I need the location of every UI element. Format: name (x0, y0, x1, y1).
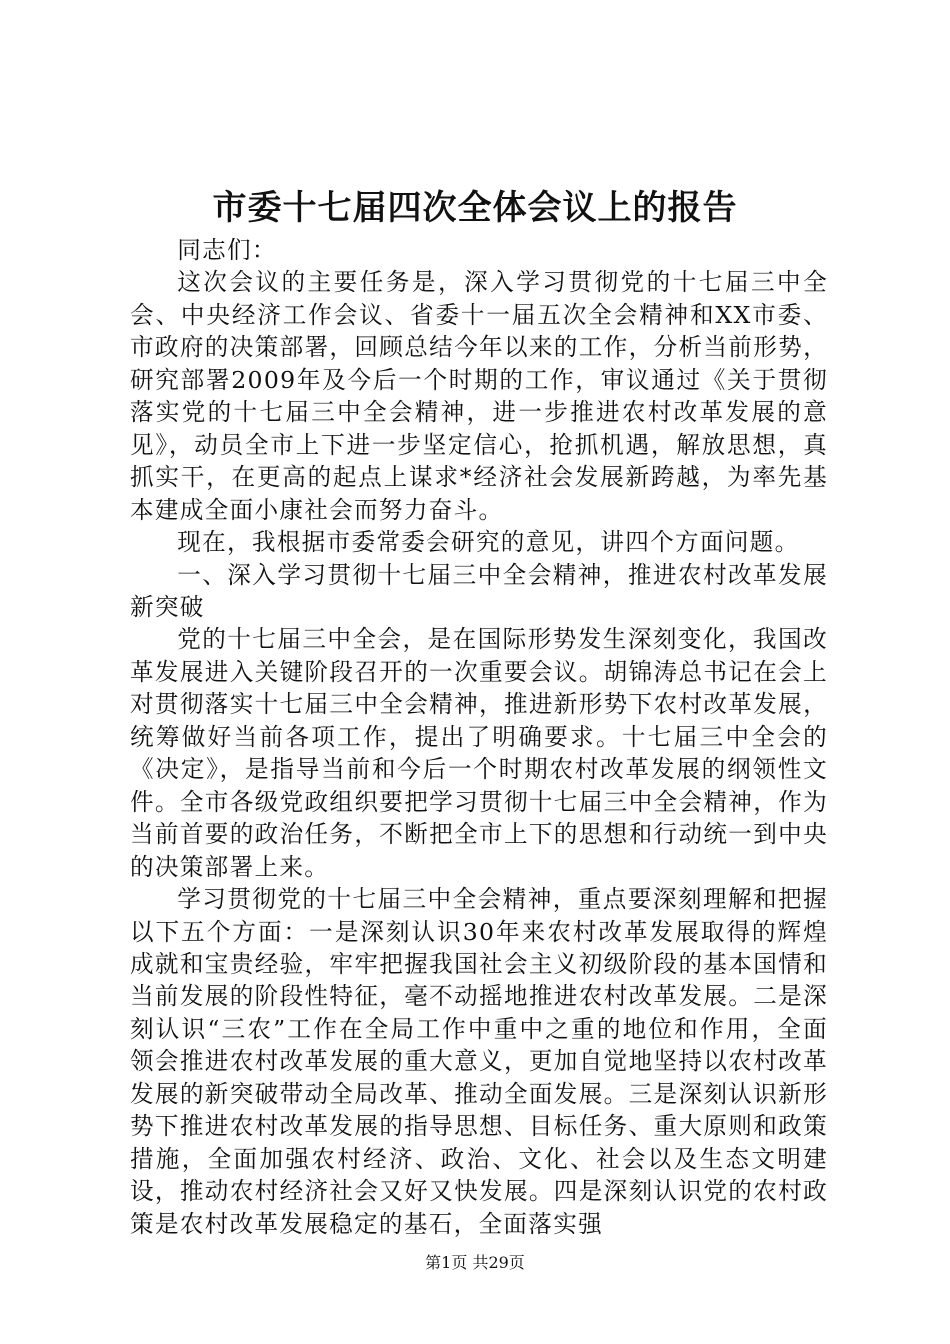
body-paragraph: 学习贯彻党的十七届三中全会精神，重点要深刻理解和把握以下五个方面：一是深刻认识30年来农村改革发展取得的辉煌成就和宝贵经验，牢牢把握我国社会主义初级阶段的基本国情和当前发展的阶段性特征，毫不动摇地推进农村改革发展。二是深刻认识“三农”工作在全局工作中重中之重的地位和作用，全面领会推进农村改革发展的重大意义，更加自觉地坚持以农村改革发展的新突破带动全局改革、推动全面发展。三是深刻认识新形势下推进农村改革发展的指导思想、目标任务、重大原则和政策措施，全面加强农村经济、政治、文化、社会以及生态文明建设，推动农村经济社会又好又快发展。四是深刻认识党的农村政策是农村改革发展稳定的基石，全面落实强 (130, 885, 828, 1238)
body-paragraph: 党的十七届三中全会，是在国际形势发生深刻变化，我国改革发展进入关键阶段召开的一次重要会议。胡锦涛总书记在会上对贯彻落实十七届三中全会精神，推进新形势下农村改革发展，统筹做好当前各项工作，提出了明确要求。十七届三中全会的《决定》，是指导当前和今后一个时期农村改革发展的纲领性文件。全市各级党政组织要把学习贯彻十七届三中全会精神，作为当前首要的政治任务，不断把全市上下的思想和行动统一到中央的决策部署上来。 (130, 625, 828, 881)
section-heading: 一、深入学习贯彻十七届三中全会精神，推进农村改革发展新突破 (130, 560, 828, 621)
document-body (130, 234, 828, 1240)
document-title: 市委十七届四次全体会议上的报告 (212, 188, 738, 228)
salutation-paragraph: 同志们： (177, 236, 277, 264)
body-paragraph: 现在，我根据市委常委会研究的意见，讲四个方面问题。 (177, 528, 800, 557)
body-paragraph: 这次会议的主要任务是，深入学习贯彻党的十七届三中全会、中央经济工作会议、省委十一届五次全会精神和XX市委、市政府的决策部署，回顾总结今年以来的工作，分析当前形势，研究部署2009年及今后一个时期的工作，审议通过《关于贯彻落实党的十七届三中全会精神，进一步推进农村改革发展的意见》，动员全市上下进一步坚定信心，抢抓机遇，解放思想，真抓实干，在更高的起点上谋求*经济社会发展新跨越，为率先基本建成全面小康社会而努力奋斗。 (130, 268, 828, 524)
page-number-footer: 第1页 共29页 (425, 1253, 525, 1272)
